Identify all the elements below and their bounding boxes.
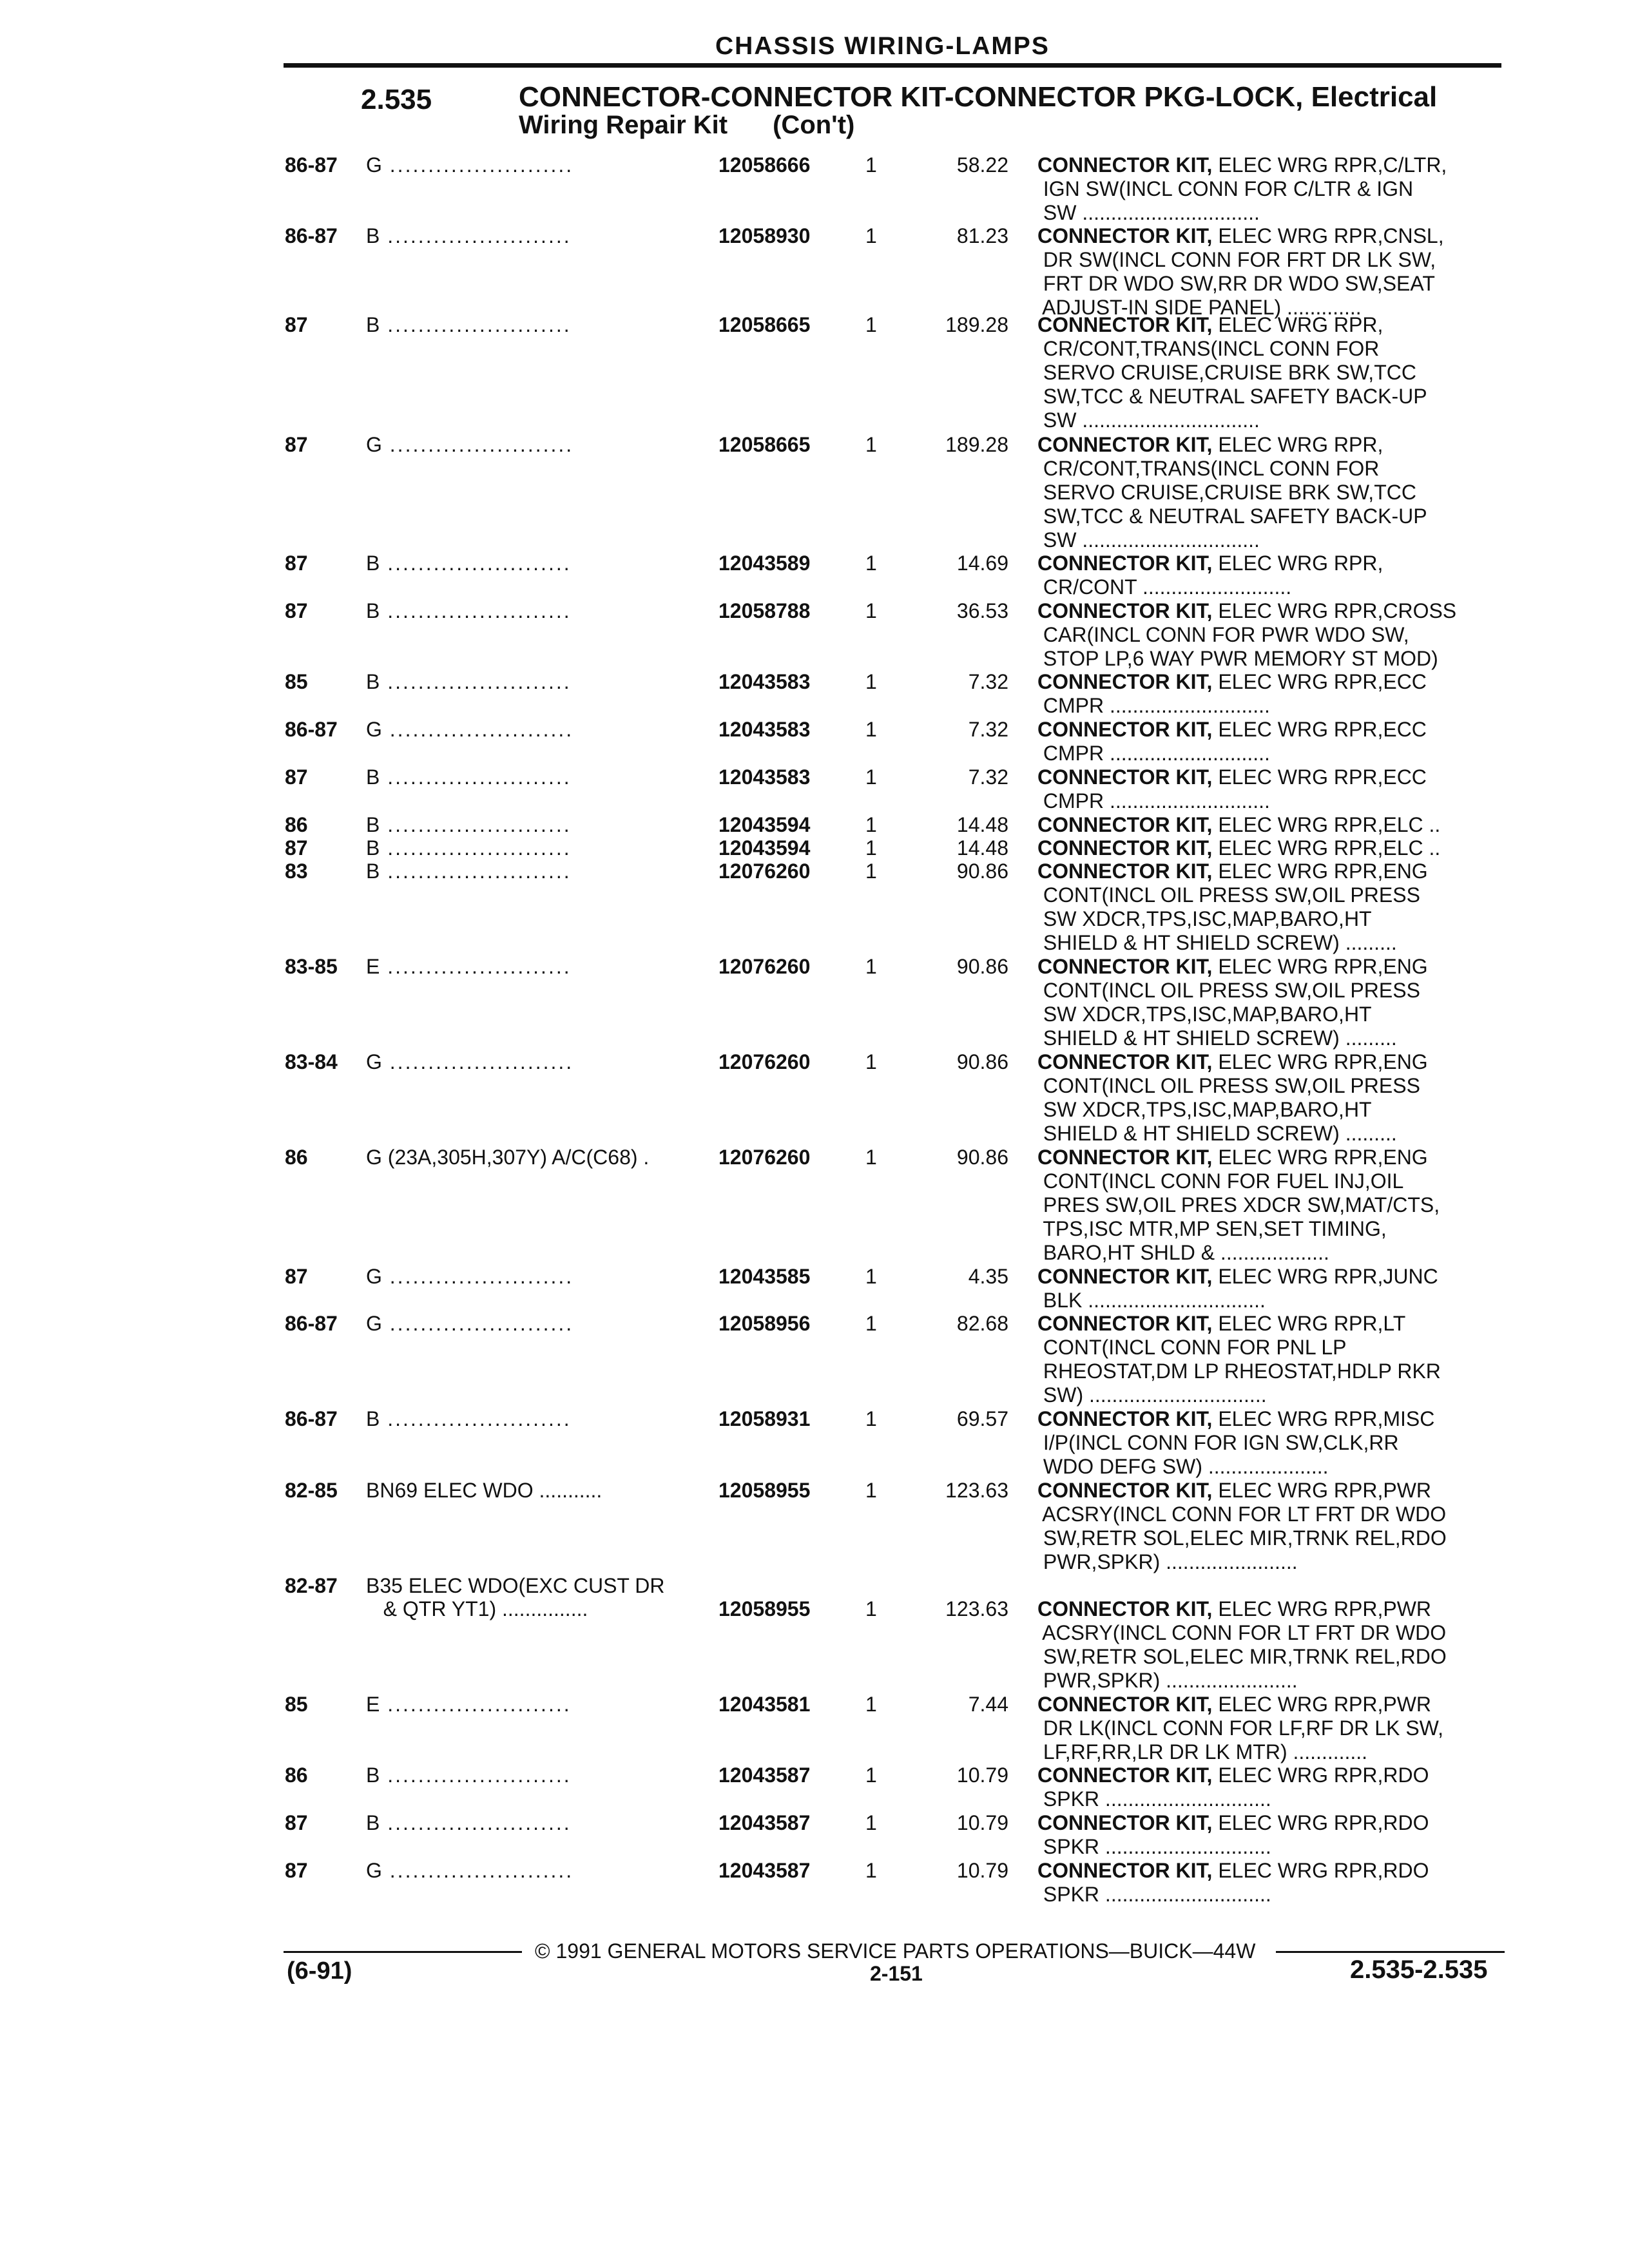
footer-page-number: 2-151 bbox=[870, 1962, 923, 1985]
row-description-keyword: CONNECTOR KIT, bbox=[1037, 1597, 1213, 1620]
row-year: 86-87 bbox=[285, 1312, 338, 1335]
row-model bbox=[366, 153, 714, 177]
row-year: 87 bbox=[285, 836, 308, 860]
row-description bbox=[1037, 433, 1511, 552]
row-year: 86-87 bbox=[285, 718, 338, 741]
row-description-text: ELEC WRG RPR,CNSL, DR SW(INCL CONN FOR FRT DR LK SW, FRT DR WDO SW,RR DR WDO SW,SEAT ADJUST-IN SIDE PANEL) ............. bbox=[1042, 224, 1444, 319]
leader-dots: ........................ bbox=[381, 433, 574, 456]
row-model bbox=[366, 1597, 714, 1621]
section-continued: (Con't) bbox=[773, 111, 855, 139]
row-price: 90.86 bbox=[956, 860, 1008, 883]
row-quantity: 1 bbox=[865, 1859, 877, 1882]
row-description-text: ELEC WRG RPR,ENG CONT(INCL CONN FOR FUEL INJ,OIL PRES SW,OIL PRES XDCR SW,MAT/CTS, TPS,ISC MTR,MP SEN,SET TIMING, BARO,HT SHLD & ................... bbox=[1043, 1146, 1440, 1264]
footer-copyright: © 1991 GENERAL MOTORS SERVICE PARTS OPERATIONS—BUICK—44W bbox=[535, 1939, 1256, 1963]
row-description bbox=[1037, 1859, 1511, 1907]
leader-dots: ........................ bbox=[380, 1811, 572, 1834]
row-part-number: 12043585 bbox=[718, 1265, 811, 1288]
leader-dots: ........................ bbox=[381, 1265, 574, 1288]
row-price: 7.32 bbox=[968, 765, 1008, 789]
row-description bbox=[1037, 1597, 1511, 1693]
row-description-keyword: CONNECTOR KIT, bbox=[1037, 955, 1213, 978]
row-part-number: 12043583 bbox=[718, 670, 811, 693]
row-description-keyword: CONNECTOR KIT, bbox=[1037, 1693, 1213, 1716]
row-price: 123.63 bbox=[945, 1597, 1008, 1620]
row-price: 69.57 bbox=[956, 1407, 1008, 1430]
row-model bbox=[366, 836, 714, 860]
row-model bbox=[366, 955, 714, 979]
row-model-text: G (23A,305H,307Y) A/C(C68) . bbox=[366, 1146, 650, 1169]
row-description-text: ELEC WRG RPR,PWR DR LK(INCL CONN FOR LF,RF DR LK SW, LF,RF,RR,LR DR LK MTR) ............. bbox=[1043, 1693, 1443, 1763]
row-description bbox=[1037, 1146, 1511, 1265]
leader-dots: ........................ bbox=[380, 1763, 572, 1787]
row-model bbox=[366, 433, 714, 457]
row-description-keyword: CONNECTOR KIT, bbox=[1037, 765, 1213, 789]
row-part-number: 12058955 bbox=[718, 1597, 811, 1620]
row-model-text: B bbox=[366, 836, 380, 860]
row-part-number: 12043581 bbox=[718, 1693, 811, 1716]
row-part-number: 12076260 bbox=[718, 955, 811, 978]
row-year: 87 bbox=[285, 552, 308, 575]
row-year: 87 bbox=[285, 313, 308, 336]
row-quantity: 1 bbox=[865, 1146, 877, 1169]
row-model-text: B bbox=[366, 813, 380, 836]
row-price: 58.22 bbox=[956, 153, 1008, 177]
row-year: 85 bbox=[285, 1693, 308, 1716]
row-price: 10.79 bbox=[956, 1859, 1008, 1882]
row-model-text: B35 ELEC WDO(EXC CUST DR bbox=[366, 1574, 665, 1597]
row-description-text: ELEC WRG RPR,ELC .. bbox=[1212, 813, 1441, 836]
row-model-text: G bbox=[366, 718, 382, 741]
row-model-text: G bbox=[366, 1265, 382, 1288]
row-description bbox=[1037, 1479, 1511, 1574]
row-description bbox=[1037, 860, 1511, 955]
leader-dots: ........................ bbox=[380, 813, 572, 836]
row-model bbox=[366, 313, 714, 337]
row-quantity: 1 bbox=[865, 1479, 877, 1502]
row-description-keyword: CONNECTOR KIT, bbox=[1037, 1265, 1213, 1288]
row-part-number: 12043594 bbox=[718, 836, 811, 860]
row-part-number: 12076260 bbox=[718, 1050, 811, 1073]
footer-date: (6-91) bbox=[287, 1957, 352, 1984]
row-part-number: 12058788 bbox=[718, 599, 811, 622]
leader-dots: ........................ bbox=[381, 718, 574, 741]
row-model bbox=[366, 1859, 714, 1883]
row-model-text: E bbox=[366, 1693, 380, 1716]
row-model-text: B bbox=[366, 552, 380, 575]
row-price: 7.32 bbox=[968, 718, 1008, 741]
row-description-text: ELEC WRG RPR,PWR ACSRY(INCL CONN FOR LT FRT DR WDO SW,RETR SOL,ELEC MIR,TRNK REL,RDO PWR,SPKR) ....................... bbox=[1042, 1597, 1447, 1692]
row-year: 86-87 bbox=[285, 224, 338, 247]
row-description bbox=[1037, 153, 1511, 225]
leader-dots: ........................ bbox=[380, 836, 572, 860]
row-price: 189.28 bbox=[945, 313, 1008, 336]
row-part-number: 12058665 bbox=[718, 313, 811, 336]
row-part-number: 12058931 bbox=[718, 1407, 811, 1430]
row-description-keyword: CONNECTOR KIT, bbox=[1037, 1763, 1213, 1787]
row-description-text: ELEC WRG RPR, CR/CONT .......................... bbox=[1043, 552, 1383, 599]
row-model-text: B bbox=[366, 860, 380, 883]
row-model bbox=[366, 599, 714, 623]
row-description bbox=[1037, 836, 1511, 860]
row-model bbox=[366, 670, 714, 694]
row-model bbox=[366, 224, 714, 248]
row-description-keyword: CONNECTOR KIT, bbox=[1037, 1859, 1213, 1882]
row-description bbox=[1037, 670, 1511, 718]
row-description-text: ELEC WRG RPR,ECC CMPR ............................ bbox=[1043, 718, 1427, 765]
row-description-keyword: CONNECTOR KIT, bbox=[1037, 224, 1213, 247]
row-quantity: 1 bbox=[865, 1597, 877, 1620]
leader-dots: ........................ bbox=[381, 1859, 574, 1882]
row-quantity: 1 bbox=[865, 1763, 877, 1787]
footer-rule-right bbox=[1276, 1951, 1505, 1953]
row-quantity: 1 bbox=[865, 718, 877, 741]
row-model-text: G bbox=[366, 1312, 382, 1335]
row-price: 7.32 bbox=[968, 670, 1008, 693]
row-price: 189.28 bbox=[945, 433, 1008, 456]
row-price: 10.79 bbox=[956, 1811, 1008, 1834]
leader-dots: ........................ bbox=[380, 313, 572, 336]
row-description-keyword: CONNECTOR KIT, bbox=[1037, 1407, 1213, 1430]
row-description-text: ELEC WRG RPR,ECC CMPR ............................ bbox=[1043, 670, 1427, 717]
footer-section-range: 2.535-2.535 bbox=[1350, 1956, 1488, 1984]
row-model bbox=[366, 552, 714, 575]
row-year: 83 bbox=[285, 860, 308, 883]
row-description-keyword: CONNECTOR KIT, bbox=[1037, 860, 1213, 883]
row-quantity: 1 bbox=[865, 1050, 877, 1073]
row-year: 87 bbox=[285, 1859, 308, 1882]
row-model bbox=[366, 1312, 714, 1336]
leader-dots: ........................ bbox=[381, 1050, 574, 1073]
leader-dots: ........................ bbox=[381, 153, 574, 177]
row-model-text: B bbox=[366, 224, 380, 247]
row-price: 81.23 bbox=[956, 224, 1008, 247]
row-price: 90.86 bbox=[956, 1050, 1008, 1073]
row-quantity: 1 bbox=[865, 860, 877, 883]
row-part-number: 12043583 bbox=[718, 718, 811, 741]
leader-dots: ........................ bbox=[380, 552, 572, 575]
leader-dots: ........................ bbox=[380, 1693, 572, 1716]
row-model-text: G bbox=[366, 433, 382, 456]
leader-dots: ........................ bbox=[380, 765, 572, 789]
row-description-text: ELEC WRG RPR,LT CONT(INCL CONN FOR PNL LP RHEOSTAT,DM LP RHEOSTAT,HDLP RKR SW) ............................... bbox=[1043, 1312, 1441, 1407]
row-quantity: 1 bbox=[865, 1693, 877, 1716]
row-description-text: ELEC WRG RPR,ENG CONT(INCL OIL PRESS SW,OIL PRESS SW XDCR,TPS,ISC,MAP,BARO,HT SHIELD & HT SHIELD SCREW) ......... bbox=[1043, 860, 1428, 954]
row-description-text: ELEC WRG RPR,RDO SPKR ............................. bbox=[1043, 1811, 1429, 1858]
page-title: CHASSIS WIRING-LAMPS bbox=[715, 32, 1050, 60]
row-price: 36.53 bbox=[956, 599, 1008, 622]
row-part-number: 12043583 bbox=[718, 765, 811, 789]
row-model bbox=[366, 1574, 714, 1598]
row-description-keyword: CONNECTOR KIT, bbox=[1037, 552, 1213, 575]
row-model bbox=[366, 1407, 714, 1431]
row-description-keyword: CONNECTOR KIT, bbox=[1037, 670, 1213, 693]
row-year: 86-87 bbox=[285, 1407, 338, 1430]
row-year: 86 bbox=[285, 1763, 308, 1787]
row-part-number: 12076260 bbox=[718, 860, 811, 883]
row-price: 90.86 bbox=[956, 1146, 1008, 1169]
row-quantity: 1 bbox=[865, 433, 877, 456]
row-description-text: ELEC WRG RPR,ECC CMPR ............................ bbox=[1043, 765, 1427, 812]
row-year: 83-85 bbox=[285, 955, 338, 978]
row-year: 86 bbox=[285, 1146, 308, 1169]
row-model-text: B bbox=[366, 1763, 380, 1787]
row-description-keyword: CONNECTOR KIT, bbox=[1037, 1811, 1213, 1834]
leader-dots: ........................ bbox=[380, 599, 572, 622]
row-model bbox=[366, 1146, 714, 1169]
row-model bbox=[366, 1050, 714, 1074]
row-description-keyword: CONNECTOR KIT, bbox=[1037, 1479, 1213, 1502]
row-quantity: 1 bbox=[865, 224, 877, 247]
row-year: 87 bbox=[285, 765, 308, 789]
row-price: 82.68 bbox=[956, 1312, 1008, 1335]
leader-dots: ........................ bbox=[380, 955, 572, 978]
row-quantity: 1 bbox=[865, 765, 877, 789]
row-description-keyword: CONNECTOR KIT, bbox=[1037, 1050, 1213, 1073]
row-description bbox=[1037, 1312, 1511, 1407]
row-price: 14.69 bbox=[956, 552, 1008, 575]
row-price: 123.63 bbox=[945, 1479, 1008, 1502]
section-number: 2.535 bbox=[361, 84, 432, 115]
row-model bbox=[366, 1265, 714, 1289]
row-model bbox=[366, 813, 714, 837]
row-quantity: 1 bbox=[865, 813, 877, 836]
row-description bbox=[1037, 1693, 1511, 1764]
row-price: 7.44 bbox=[968, 1693, 1008, 1716]
leader-dots: ........................ bbox=[380, 860, 572, 883]
row-quantity: 1 bbox=[865, 153, 877, 177]
row-year: 86-87 bbox=[285, 153, 338, 177]
row-description-text: ELEC WRG RPR,RDO SPKR ............................. bbox=[1043, 1859, 1429, 1906]
row-model bbox=[366, 718, 714, 742]
row-description-keyword: CONNECTOR KIT, bbox=[1037, 153, 1213, 177]
row-description bbox=[1037, 552, 1511, 599]
row-description bbox=[1037, 1050, 1511, 1146]
row-year: 87 bbox=[285, 599, 308, 622]
row-description bbox=[1037, 1265, 1511, 1312]
row-year: 86 bbox=[285, 813, 308, 836]
row-quantity: 1 bbox=[865, 552, 877, 575]
row-year: 85 bbox=[285, 670, 308, 693]
row-description-text: ELEC WRG RPR,PWR ACSRY(INCL CONN FOR LT FRT DR WDO SW,RETR SOL,ELEC MIR,TRNK REL,RDO PWR,SPKR) ....................... bbox=[1042, 1479, 1447, 1573]
leader-dots: ........................ bbox=[380, 224, 572, 247]
row-price: 4.35 bbox=[968, 1265, 1008, 1288]
row-model-text: B bbox=[366, 1407, 380, 1430]
row-description-keyword: CONNECTOR KIT, bbox=[1037, 1146, 1213, 1169]
row-part-number: 12058666 bbox=[718, 153, 811, 177]
row-quantity: 1 bbox=[865, 1407, 877, 1430]
row-part-number: 12043587 bbox=[718, 1763, 811, 1787]
row-model-text: B bbox=[366, 1811, 380, 1834]
row-description bbox=[1037, 1407, 1511, 1479]
row-description bbox=[1037, 955, 1511, 1050]
row-model-text: B bbox=[366, 313, 380, 336]
row-description bbox=[1037, 765, 1511, 813]
row-model bbox=[366, 860, 714, 883]
row-quantity: 1 bbox=[865, 836, 877, 860]
row-description-text: ELEC WRG RPR,RDO SPKR ............................. bbox=[1043, 1763, 1429, 1811]
row-price: 10.79 bbox=[956, 1763, 1008, 1787]
row-quantity: 1 bbox=[865, 670, 877, 693]
row-model bbox=[366, 1693, 714, 1716]
row-description-text: ELEC WRG RPR,ENG CONT(INCL OIL PRESS SW,OIL PRESS SW XDCR,TPS,ISC,MAP,BARO,HT SHIELD & HT SHIELD SCREW) ......... bbox=[1043, 1050, 1428, 1145]
row-model bbox=[366, 1763, 714, 1787]
row-quantity: 1 bbox=[865, 1811, 877, 1834]
row-part-number: 12076260 bbox=[718, 1146, 811, 1169]
row-description bbox=[1037, 1811, 1511, 1859]
row-description bbox=[1037, 599, 1511, 671]
row-description-text: ELEC WRG RPR,CROSS CAR(INCL CONN FOR PWR WDO SW, STOP LP,6 WAY PWR MEMORY ST MOD) bbox=[1043, 599, 1457, 670]
row-model-text: B bbox=[366, 670, 380, 693]
row-model-text: E bbox=[366, 955, 380, 978]
row-description-keyword: CONNECTOR KIT, bbox=[1037, 836, 1213, 860]
leader-dots: ........................ bbox=[380, 1407, 572, 1430]
row-model-text: B bbox=[366, 599, 380, 622]
row-model-text: G bbox=[366, 153, 382, 177]
row-model-text: B bbox=[366, 765, 380, 789]
row-quantity: 1 bbox=[865, 1312, 877, 1335]
section-title-main: CONNECTOR-CONNECTOR KIT-CONNECTOR PKG-LOCK, Electrical bbox=[519, 81, 1438, 113]
row-quantity: 1 bbox=[865, 1265, 877, 1288]
row-year: 87 bbox=[285, 1265, 308, 1288]
row-model-text: & QTR YT1) ............... bbox=[366, 1597, 588, 1620]
row-model-text: G bbox=[366, 1050, 382, 1073]
row-description bbox=[1037, 718, 1511, 765]
row-description bbox=[1037, 813, 1511, 837]
row-description bbox=[1037, 313, 1511, 432]
row-quantity: 1 bbox=[865, 313, 877, 336]
row-description-keyword: CONNECTOR KIT, bbox=[1037, 718, 1213, 741]
row-model bbox=[366, 1811, 714, 1835]
row-model-text: G bbox=[366, 1859, 382, 1882]
row-quantity: 1 bbox=[865, 955, 877, 978]
row-year: 82-87 bbox=[285, 1574, 338, 1597]
row-part-number: 12058955 bbox=[718, 1479, 811, 1502]
leader-dots: ........................ bbox=[381, 1312, 574, 1335]
row-part-number: 12043594 bbox=[718, 813, 811, 836]
row-part-number: 12043589 bbox=[718, 552, 811, 575]
row-year: 87 bbox=[285, 1811, 308, 1834]
row-description-keyword: CONNECTOR KIT, bbox=[1037, 599, 1213, 622]
row-year: 83-84 bbox=[285, 1050, 338, 1073]
row-part-number: 12058956 bbox=[718, 1312, 811, 1335]
row-part-number: 12043587 bbox=[718, 1859, 811, 1882]
row-description bbox=[1037, 224, 1511, 320]
row-part-number: 12058930 bbox=[718, 224, 811, 247]
row-model bbox=[366, 765, 714, 789]
row-year: 87 bbox=[285, 433, 308, 456]
row-model bbox=[366, 1479, 714, 1503]
row-year: 82-85 bbox=[285, 1479, 338, 1502]
row-price: 90.86 bbox=[956, 955, 1008, 978]
row-part-number: 12058665 bbox=[718, 433, 811, 456]
row-description-text: ELEC WRG RPR,C/LTR, IGN SW(INCL CONN FOR C/LTR & IGN SW ............................... bbox=[1043, 153, 1447, 224]
row-description-text: ELEC WRG RPR, CR/CONT,TRANS(INCL CONN FOR SERVO CRUISE,CRUISE BRK SW,TCC SW,TCC & NEUTRAL SAFETY BACK-UP SW ............................... bbox=[1043, 313, 1427, 432]
row-price: 14.48 bbox=[956, 813, 1008, 836]
row-description-keyword: CONNECTOR KIT, bbox=[1037, 813, 1213, 836]
row-description-text: ELEC WRG RPR,JUNC BLK ............................... bbox=[1043, 1265, 1438, 1312]
footer-rule-left bbox=[284, 1951, 522, 1953]
leader-dots: ........................ bbox=[380, 670, 572, 693]
row-quantity: 1 bbox=[865, 599, 877, 622]
row-description bbox=[1037, 1763, 1511, 1811]
row-description-text: ELEC WRG RPR,ELC .. bbox=[1212, 836, 1441, 860]
section-subtitle: Wiring Repair Kit bbox=[519, 111, 728, 139]
row-description-keyword: CONNECTOR KIT, bbox=[1037, 433, 1213, 456]
row-model-text: BN69 ELEC WDO ........... bbox=[366, 1479, 602, 1502]
row-description-text: ELEC WRG RPR,ENG CONT(INCL OIL PRESS SW,OIL PRESS SW XDCR,TPS,ISC,MAP,BARO,HT SHIELD & HT SHIELD SCREW) ......... bbox=[1043, 955, 1428, 1050]
row-description-keyword: CONNECTOR KIT, bbox=[1037, 1312, 1213, 1335]
row-description-keyword: CONNECTOR KIT, bbox=[1037, 313, 1213, 336]
row-part-number: 12043587 bbox=[718, 1811, 811, 1834]
row-price: 14.48 bbox=[956, 836, 1008, 860]
row-description-text: ELEC WRG RPR, CR/CONT,TRANS(INCL CONN FOR SERVO CRUISE,CRUISE BRK SW,TCC SW,TCC & NEUTRAL SAFETY BACK-UP SW ............................... bbox=[1043, 433, 1427, 552]
row-description-text: ELEC WRG RPR,MISC I/P(INCL CONN FOR IGN SW,CLK,RR WDO DEFG SW) ..................... bbox=[1043, 1407, 1435, 1478]
